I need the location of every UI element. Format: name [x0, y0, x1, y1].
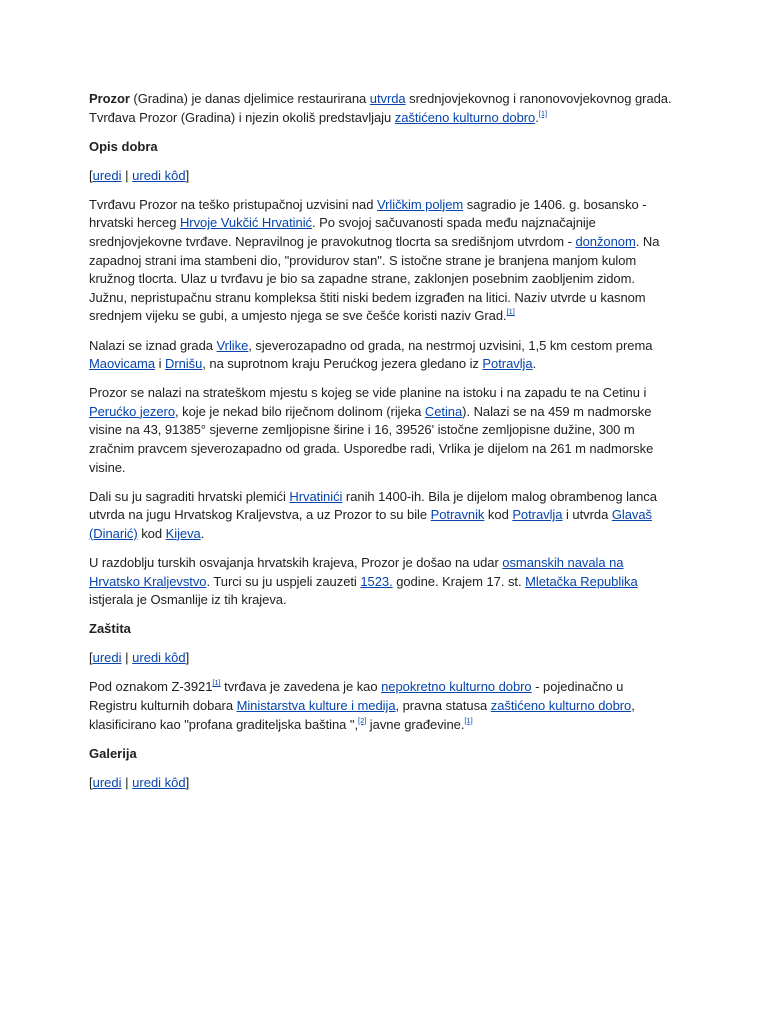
- paragraph: [89, 384, 674, 477]
- edit-link[interactable]: uredi: [92, 650, 122, 666]
- paragraph: [89, 678, 674, 734]
- text: . Po svojoj sačuvanosti spada među najznačajnije srednjovjekovne tvrđave. Nepravilnog je pravokutnog tlocrta sa središnjom utvrdom -: [89, 215, 596, 250]
- separator: |: [121, 167, 133, 183]
- paragraph: [89, 196, 674, 326]
- section-edit-links: [89, 167, 674, 186]
- link-potravnik[interactable]: Potravnik: [430, 507, 485, 523]
- link-ministarstvo-kulture[interactable]: Ministarstva kulture i medija: [236, 698, 396, 714]
- reference-link[interactable]: [1]: [538, 108, 547, 118]
- text: Tvrđavu Prozor na teško pristupačnoj uzvisini nad: [89, 196, 377, 212]
- text: istjerala je Osmanlije iz tih krajeva.: [89, 592, 287, 608]
- reference-sup: [539, 109, 547, 118]
- edit-link[interactable]: uredi: [92, 774, 122, 790]
- intro-text: srednjovjekovnog i ranonovovjekovnog grada. Tvrđava Prozor (Gradina) i njezin okoliš predstavljaju: [89, 91, 672, 125]
- link-mletacka-republika[interactable]: Mletačka Republika: [525, 573, 638, 589]
- separator: |: [121, 650, 133, 666]
- article-term: Prozor: [89, 91, 130, 106]
- text: . Na zapadnoj strani ima stambeni dio, "providurov stan". S istočne strane je branjena manjom kulom kružnog tlocrta. Ulaz u tvrđavu je bio sa zapadne strane, zaklonjen posebnim zaobljenim zidom. Južnu, nepristupačnu stranu kompleksa štiti niski bedem izgrađen na litici. Naziv utvrde u kasnom srednjem vijeku se gubi, a umjesto njega se sve češće koristi naziv Grad.: [89, 234, 660, 324]
- section-heading-opis-dobra: Opis dobra: [89, 138, 158, 154]
- text: , koje je nekad bilo riječnom dolinom (rijeka: [175, 403, 425, 419]
- link-cetina[interactable]: Cetina: [424, 403, 463, 419]
- link-kijevo[interactable]: Kijeva: [165, 525, 201, 541]
- bracket: [: [89, 650, 93, 666]
- edit-link[interactable]: uredi: [92, 167, 122, 183]
- edit-source-link[interactable]: uredi kôd: [132, 650, 186, 666]
- paragraph: [89, 488, 674, 544]
- text: i utvrda: [562, 507, 612, 523]
- reference-link[interactable]: [1]: [506, 307, 515, 317]
- reference-link[interactable]: [1]: [212, 678, 221, 688]
- link-drnis[interactable]: Drnišu: [165, 356, 203, 372]
- section-edit-links: [89, 649, 674, 668]
- text: Nalazi se iznad grada: [89, 337, 217, 353]
- link-vrlika[interactable]: Vrlike: [216, 337, 249, 353]
- link-perucko-jezero[interactable]: Perućko jezero: [89, 403, 176, 419]
- text: godine. Krajem 17. st.: [392, 573, 526, 589]
- link-nepokretno-kulturno-dobro[interactable]: nepokretno kulturno dobro: [381, 679, 532, 695]
- text: U razdoblju turskih osvajanja hrvatskih krajeva, Prozor je došao na udar: [89, 554, 503, 570]
- edit-source-link[interactable]: uredi kôd: [132, 774, 186, 790]
- text: , klasificirano kao "profana graditeljska baština ",: [89, 698, 635, 732]
- separator: |: [121, 774, 133, 790]
- text: Dali su ju sagraditi hrvatski plemići: [89, 488, 290, 504]
- text: kod: [137, 525, 166, 541]
- link-zasticeno-kulturno-dobro[interactable]: zaštićeno kulturno dobro: [490, 698, 632, 714]
- text: .: [200, 525, 205, 541]
- bracket: [: [89, 774, 93, 790]
- text: , sjeverozapadno od grada, na nestrmoj uzvisini, 1,5 km cestom prema: [248, 337, 653, 353]
- reference-sup: [507, 307, 515, 316]
- paragraph: [89, 554, 674, 610]
- intro-text: (Gradina) je danas djelimice restaurirana: [129, 91, 370, 106]
- link-utvrda[interactable]: utvrda: [369, 91, 406, 106]
- reference-sup: [464, 716, 472, 725]
- link-potravlje[interactable]: Potravlja: [482, 356, 533, 372]
- text: i: [155, 356, 165, 372]
- bracket: ]: [185, 774, 190, 790]
- link-osmanske-navale[interactable]: osmanskih navala na Hrvatsko Kraljevstvo: [89, 554, 624, 589]
- link-hrvatinici[interactable]: Hrvatinići: [289, 488, 343, 504]
- bracket: ]: [185, 650, 190, 666]
- text: sagradio je 1406. g. bosansko - hrvatski herceg: [89, 196, 647, 231]
- text: Prozor se nalazi na strateškom mjestu s kojeg se vide planine na istoku i na zapadu te na Cetinu i: [89, 385, 647, 401]
- text: ). Nalazi se na 459 m nadmorske visine na 43, 91385° sjeverne zemljopisne širine i 16, 39526' istočne zemljopisne dužine, 300 m zračnim pravcem sjeverozapadno od grada. Usporedbe radi, Vrlika je dijelom na 261 m nadmorske visine.: [89, 403, 654, 475]
- intro-text: .: [535, 109, 539, 125]
- text: , pravna statusa: [395, 698, 491, 714]
- text: .: [532, 356, 537, 372]
- text: ranih 1400-ih. Bila je dijelom malog obrambenog lanca utvrda na jugu Hrvatskog Kraljevstva, a uz Prozor to su bile: [89, 488, 657, 523]
- link-vrlicko-polje[interactable]: Vrličkim poljem: [376, 196, 464, 212]
- text: javne građevine.: [366, 716, 465, 732]
- intro-paragraph: [89, 90, 674, 127]
- text: , na suprotnom kraju Perućkog jezera gledano iz: [202, 356, 483, 372]
- section-heading-zastita: Zaštita: [89, 621, 131, 637]
- link-hrvoje-vukcic-hrvatinic[interactable]: Hrvoje Vukčić Hrvatinić: [179, 215, 312, 231]
- paragraph: [89, 337, 674, 374]
- text: tvrđava je zavedena je kao: [220, 679, 382, 695]
- text: Pod oznakom Z-3921: [89, 679, 213, 695]
- reference-link[interactable]: [2]: [358, 715, 367, 725]
- reference-link[interactable]: [1]: [464, 715, 473, 725]
- text: kod: [484, 507, 513, 523]
- bracket: [: [89, 167, 93, 183]
- link-glavas-dinaric[interactable]: Glavaš (Dinarić): [89, 507, 652, 541]
- link-zasticeno-kulturno-dobro[interactable]: zaštićeno kulturno dobro: [394, 109, 536, 125]
- edit-source-link[interactable]: uredi kôd: [132, 167, 186, 183]
- reference-sup: [212, 678, 220, 687]
- text: - pojedinačno u Registru kulturnih dobara: [89, 679, 624, 714]
- link-maovice[interactable]: Maovicama: [89, 356, 156, 372]
- section-heading-galerija: Galerija: [89, 745, 137, 761]
- text: . Turci su ju uspjeli zauzeti: [206, 573, 361, 589]
- link-donzon[interactable]: donžonom: [575, 234, 636, 250]
- section-edit-links: [89, 774, 674, 793]
- bracket: ]: [185, 167, 190, 183]
- link-potravlje[interactable]: Potravlja: [512, 507, 563, 523]
- link-1523[interactable]: 1523.: [360, 573, 393, 589]
- article-body: [89, 90, 674, 803]
